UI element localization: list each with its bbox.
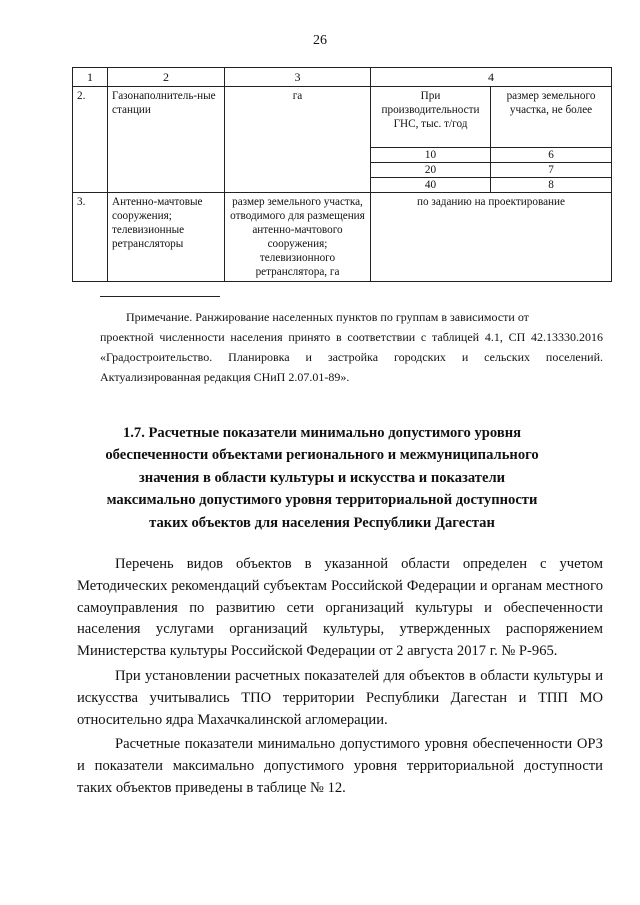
capacity-cell: 40 (371, 178, 491, 193)
capacity-cell: 10 (371, 148, 491, 163)
row-3-unit: размер земельного участка, отводимого для размещения антенно-мачтового сооружения; телевизионного ретранслятора, га (225, 193, 371, 282)
row-2-area-header: размер земельного участка, не более (491, 87, 612, 148)
area-cell: 7 (491, 163, 612, 178)
table-row (73, 193, 612, 282)
header-col-4: 4 (371, 68, 612, 87)
paragraph-1: Перечень видов объектов в указанной области определен с учетом Методических рекомендаций субъектам Российской Федерации и органам местного самоуправления по развитию сети организаций культуры и обеспеченности населения услугами организаций культуры, утвержденных распоряжением Министерства культуры Российской Федерации от 2 августа 2017 г. № Р-965. (77, 556, 603, 660)
header-col-2: 2 (108, 68, 225, 87)
paragraph-3: Расчетные показатели минимально допустимого уровня обеспеченности ОРЗ и показатели максимально допустимого уровня территориальной доступности таких объектов приведены в таблице № 12. (77, 736, 603, 796)
row-3-number: 3. (73, 193, 108, 282)
row-3-name: Антенно-мачтовые сооружения; телевизионные ретрансляторы (108, 193, 225, 282)
note-continuation: проектной численности населения принято в соответствии с таблицей 4.1, СП 42.13330.2016 «Градостроительство. Планировка и застройка городских и сельских поселений. Актуализированная редакция СНиП 2.07.01-89». (100, 330, 603, 384)
table-note (100, 307, 603, 387)
header-col-1: 1 (73, 68, 108, 87)
note-line-1: Примечание. Ранжирование населенных пунктов по группам в зависимости от (126, 310, 529, 324)
row-2-capacity-header: При производительности ГНС, тыс. т/год (371, 87, 491, 148)
area-cell: 8 (491, 178, 612, 193)
page-number: 26 (313, 33, 327, 48)
table-header-row (73, 68, 612, 87)
table-row (73, 87, 612, 148)
row-2-name: Газонаполнитель-ные станции (108, 87, 225, 193)
paragraph-2: При установлении расчетных показателей для объектов в области культуры и искусства учитывались ТПО территории Республики Дагестан и ТПП МО относительно ядра Махачкалинской агломерации. (77, 667, 603, 728)
row-3-value: по заданию на проектирование (371, 193, 612, 282)
footnote-divider (100, 296, 220, 297)
facilities-table (72, 67, 612, 282)
row-2-unit: га (225, 87, 371, 193)
area-cell: 6 (491, 148, 612, 163)
capacity-cell: 20 (371, 163, 491, 178)
row-2-number: 2. (73, 87, 108, 193)
header-col-3: 3 (225, 68, 371, 87)
body-text (77, 554, 603, 803)
section-heading: 1.7. Расчетные показатели минимально допустимого уровня обеспеченности объектами регионального и межмуниципального значения в области культуры и искусства и показатели максимально допустимого уровня территориальной доступности таких объектов для населения Республики Дагестан (105, 425, 539, 531)
